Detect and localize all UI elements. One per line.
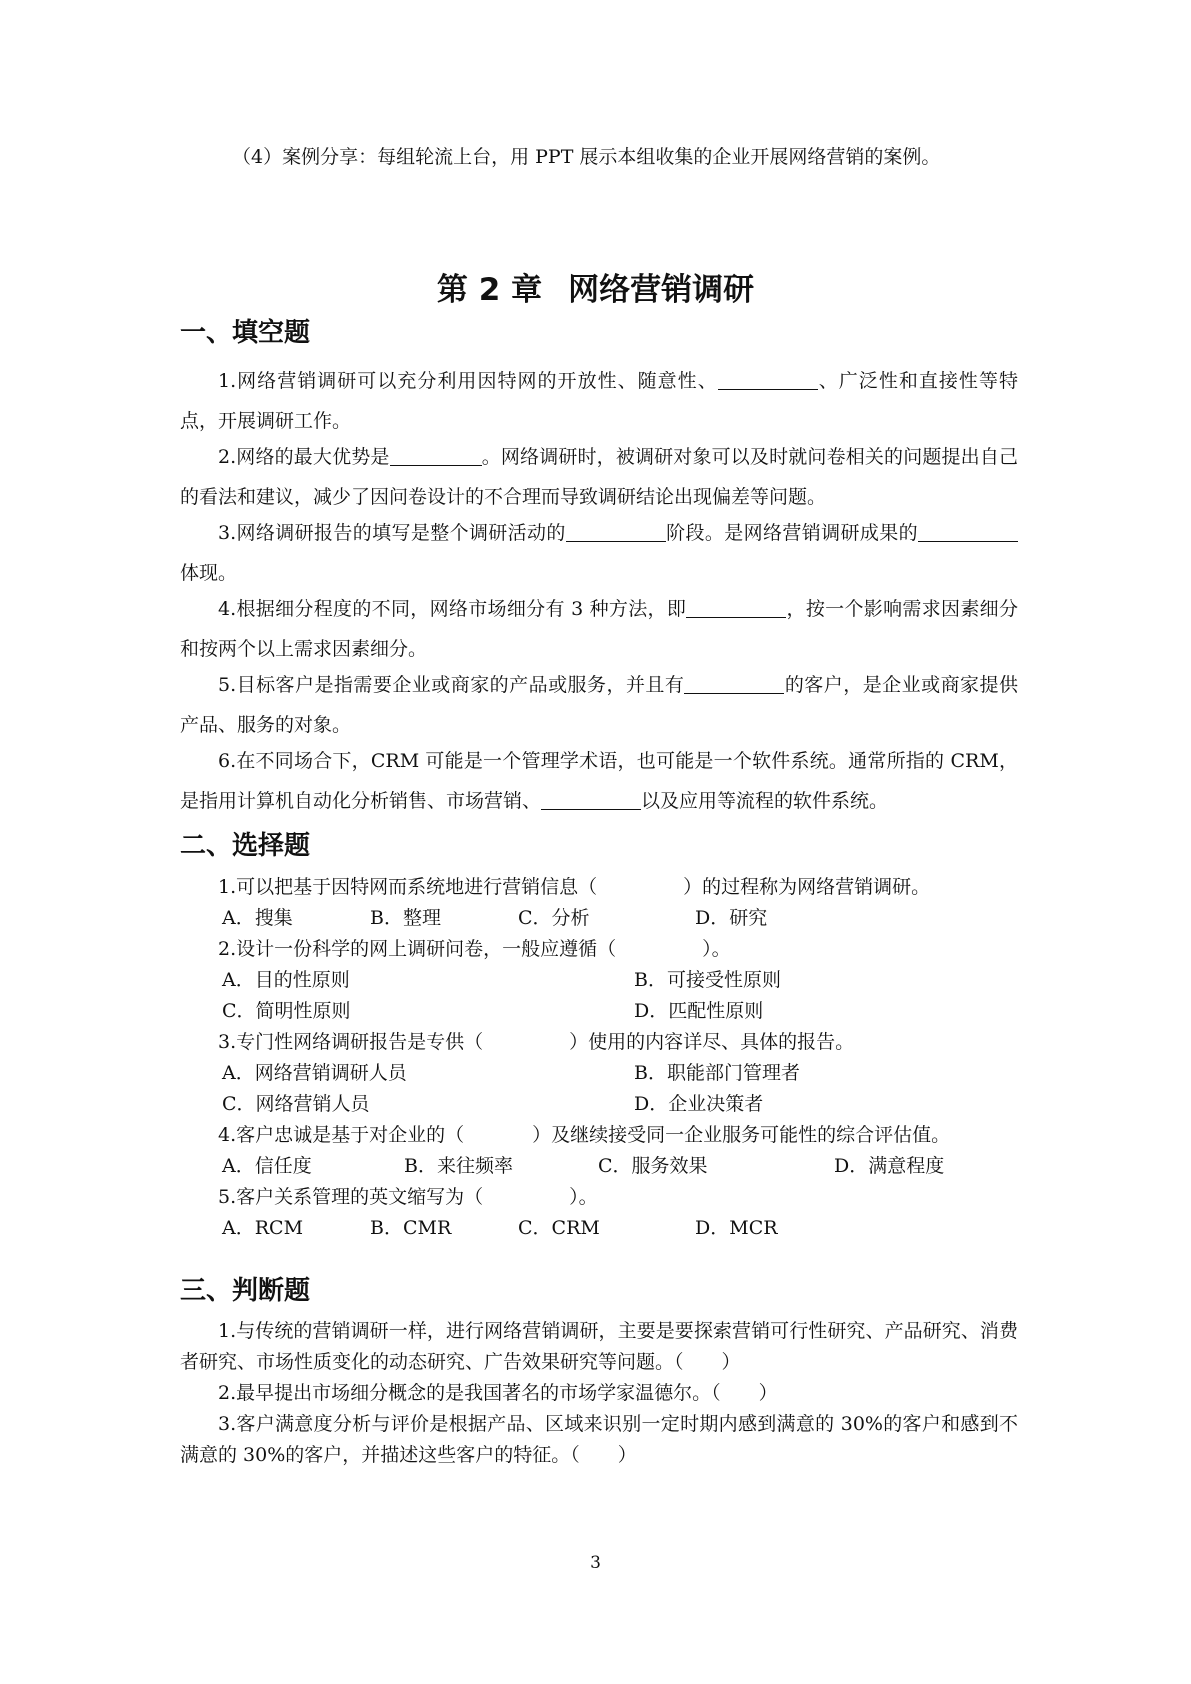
option-a: A．目的性原则 [222,969,350,991]
question-text: 6.在不同场合下，CRM 可能是一个管理学术语，也可能是一个软件系统。通常所指的 CRM，是指用计算机自动化分析销售、市场营销、 [180,750,1018,812]
choice-question-1 [218,872,930,903]
question-text: ）的过程称为网络营销调研。 [683,876,931,898]
fill-in-question-3 [180,513,1018,593]
chapter-name: 网络营销调研 [568,272,755,308]
option-b: B．整理 [370,907,441,929]
question-text: 5.客户关系管理的英文缩写为（ [218,1186,484,1208]
choice-question-5 [218,1182,598,1213]
question-text: 的客户，是企业或商家提供产品、服务的对象。 [180,674,1018,736]
question-text: 、广泛性和直接性等特点，开展调研工作。 [180,370,1018,432]
option-a: A．RCM [222,1217,304,1239]
fill-in-question-5 [180,665,1018,745]
question-text: ）。 [569,1186,598,1208]
question-text: 3.网络调研报告的填写是整个调研活动的 [218,522,566,544]
option-b: B．来往频率 [404,1155,513,1177]
answer-blank [686,597,786,618]
question-text: ）及继续接受同一企业服务可能性的综合评估值。 [532,1124,951,1146]
question-text: 4.客户忠诚是基于对企业的（ [218,1124,465,1146]
fill-in-question-1 [180,361,1018,441]
option-c: C．服务效果 [598,1155,708,1177]
question-text: 1.网络营销调研可以充分利用因特网的开放性、随意性、 [218,370,718,392]
option-d: D．MCR [695,1217,778,1239]
question-text: 。网络调研时，被调研对象可以及时就问卷相关的问题提出自己的看法和建议，减少了因问卷设计的不合理而导致调研结论出现偏差等问题。 [180,446,1018,508]
judge-question-2: 2.最早提出市场细分概念的是我国著名的市场学家温德尔。（ ） [218,1382,778,1404]
answer-blank [718,369,818,390]
option-a: A．信任度 [222,1155,312,1177]
answer-blank [918,521,1018,542]
chapter-title [0,270,1191,310]
choice-question-2 [218,934,731,965]
question-text: ）使用的内容详尽、具体的报告。 [569,1031,855,1053]
question-text: 5.目标客户是指需要企业或商家的产品或服务，并且有 [218,674,685,696]
question-text: 2.网络的最大优势是 [218,446,390,468]
choice-question-4 [218,1120,950,1151]
fill-in-question-6 [180,741,1018,821]
section-heading-judge: 三、判断题 [180,1276,311,1306]
section-heading-choice: 二、选择题 [180,831,311,861]
question-text: 3.专门性网络调研报告是专供（ [218,1031,484,1053]
answer-blank [390,445,482,466]
option-a: A．网络营销调研人员 [222,1062,407,1084]
option-c: C．CRM [518,1217,600,1239]
option-c: C．网络营销人员 [222,1093,370,1115]
answer-blank [566,521,666,542]
option-b: B．可接受性原则 [634,969,781,991]
question-text: 阶段。是网络营销调研成果的 [665,522,918,544]
option-b: B．CMR [370,1217,452,1239]
option-d: D．匹配性原则 [634,1000,764,1022]
page-number: 3 [590,1553,601,1573]
lead-paragraph: （4）案例分享：每组轮流上台，用 PPT 展示本组收集的企业开展网络营销的案例。 [232,146,941,168]
judge-question-1: 1.与传统的营销调研一样，进行网络营销调研，主要是要探索营销可行性研究、产品研究、消费者研究、市场性质变化的动态研究、广告效果研究等问题。（ ） [180,1320,1018,1373]
choice-question-3 [218,1027,854,1058]
option-c: C．分析 [518,907,590,929]
option-c: C．简明性原则 [222,1000,351,1022]
question-text: 4.根据细分程度的不同，网络市场细分有 3 种方法，即 [218,598,687,620]
question-text: 1.可以把基于因特网而系统地进行营销信息（ [218,876,598,898]
option-a: A．搜集 [222,907,293,929]
question-text: ，按一个影响需求因素细分和按两个以上需求因素细分。 [180,598,1018,660]
question-text: 2.设计一份科学的网上调研问卷，一般应遵循（ [218,938,617,960]
option-d: D．研究 [695,907,768,929]
answer-blank [684,673,784,694]
option-b: B．职能部门管理者 [634,1062,800,1084]
answer-blank [541,789,641,810]
question-text: ）。 [702,938,731,960]
question-text: 体现。 [180,562,238,584]
chapter-number: 第 2 章 [436,272,543,308]
option-d: D．满意程度 [834,1155,945,1177]
section-heading-fill-in: 一、填空题 [180,318,311,348]
option-d: D．企业决策者 [634,1093,764,1115]
judge-question-3: 3.客户满意度分析与评价是根据产品、区域来识别一定时期内感到满意的 30%的客户和感到不满意的 30%的客户，并描述这些客户的特征。（ ） [180,1413,1018,1466]
fill-in-question-4 [180,589,1018,669]
fill-in-question-2 [180,437,1018,517]
question-text: 以及应用等流程的软件系统。 [641,790,889,812]
